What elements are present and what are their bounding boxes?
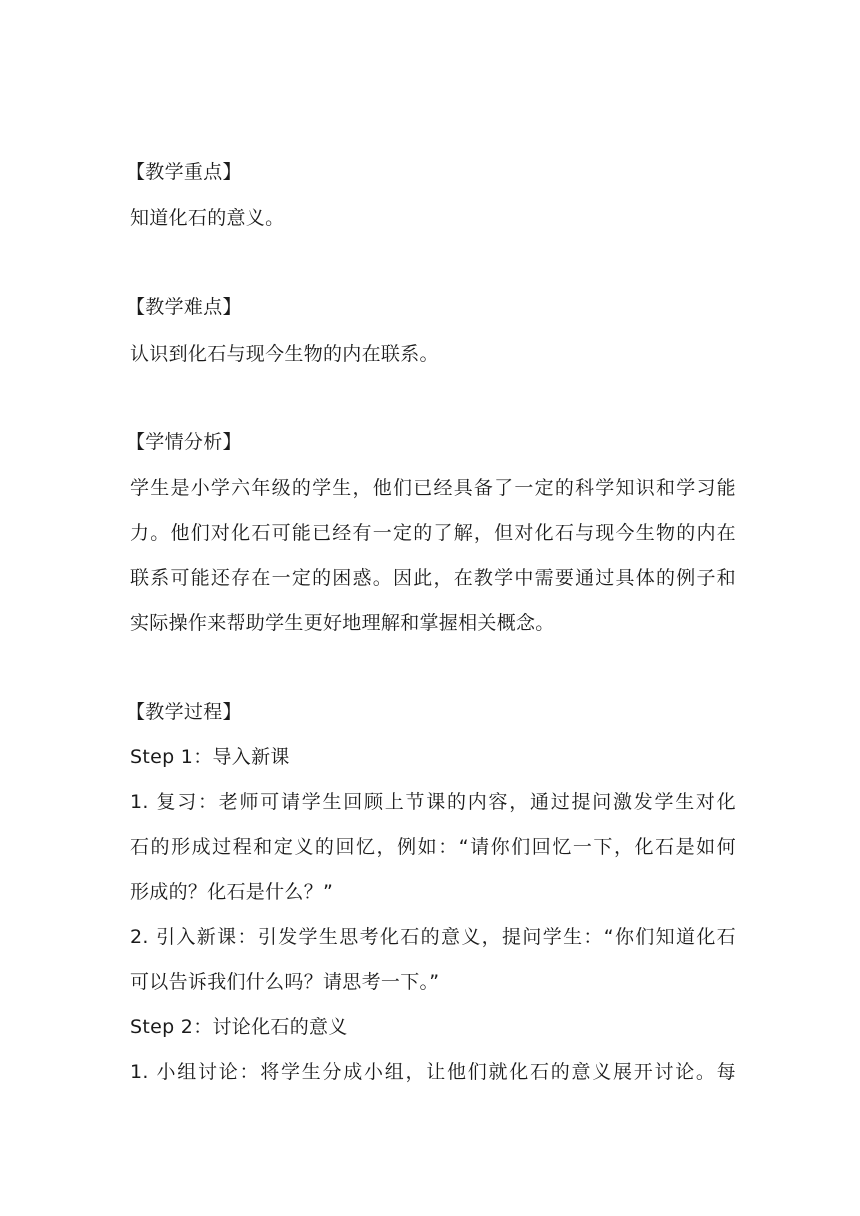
analysis-line-2: 力。他们对化石可能已经有一定的了解，但对化石与现今生物的内在 [130, 522, 736, 544]
item3-line-1: 1. 小组讨论：将学生分成小组，让他们就化石的意义展开讨论。每 [130, 1061, 736, 1083]
item1-line-2: 石的形成过程和定义的回忆，例如：“请你们回忆一下，化石是如何 [130, 836, 736, 858]
difficulties-text: 认识到化石与现今生物的内在联系。 [130, 343, 439, 365]
item1-line-3: 形成的？化石是什么？” [130, 881, 334, 903]
item2-line-1: 2. 引入新课：引发学生思考化石的意义，提问学生：“你们知道化石 [130, 926, 736, 948]
item2-line-2: 可以告诉我们什么吗？请思考一下。” [130, 971, 440, 993]
analysis-line-3: 联系可能还存在一定的困惑。因此，在教学中需要通过具体的例子和 [130, 567, 736, 589]
difficulties-heading: 【教学难点】 [126, 296, 242, 318]
process-heading: 【教学过程】 [126, 701, 242, 723]
analysis-heading: 【学情分析】 [126, 431, 242, 453]
key-points-heading: 【教学重点】 [126, 161, 242, 183]
step1-title: Step 1：导入新课 [130, 746, 290, 768]
analysis-line-4: 实际操作来帮助学生更好地理解和掌握相关概念。 [130, 612, 555, 634]
analysis-line-1: 学生是小学六年级的学生，他们已经具备了一定的科学知识和学习能 [130, 477, 736, 499]
key-points-text: 知道化石的意义。 [130, 207, 285, 229]
item1-line-1: 1. 复习：老师可请学生回顾上节课的内容，通过提问激发学生对化 [130, 791, 736, 813]
step2-title: Step 2：讨论化石的意义 [130, 1016, 348, 1038]
